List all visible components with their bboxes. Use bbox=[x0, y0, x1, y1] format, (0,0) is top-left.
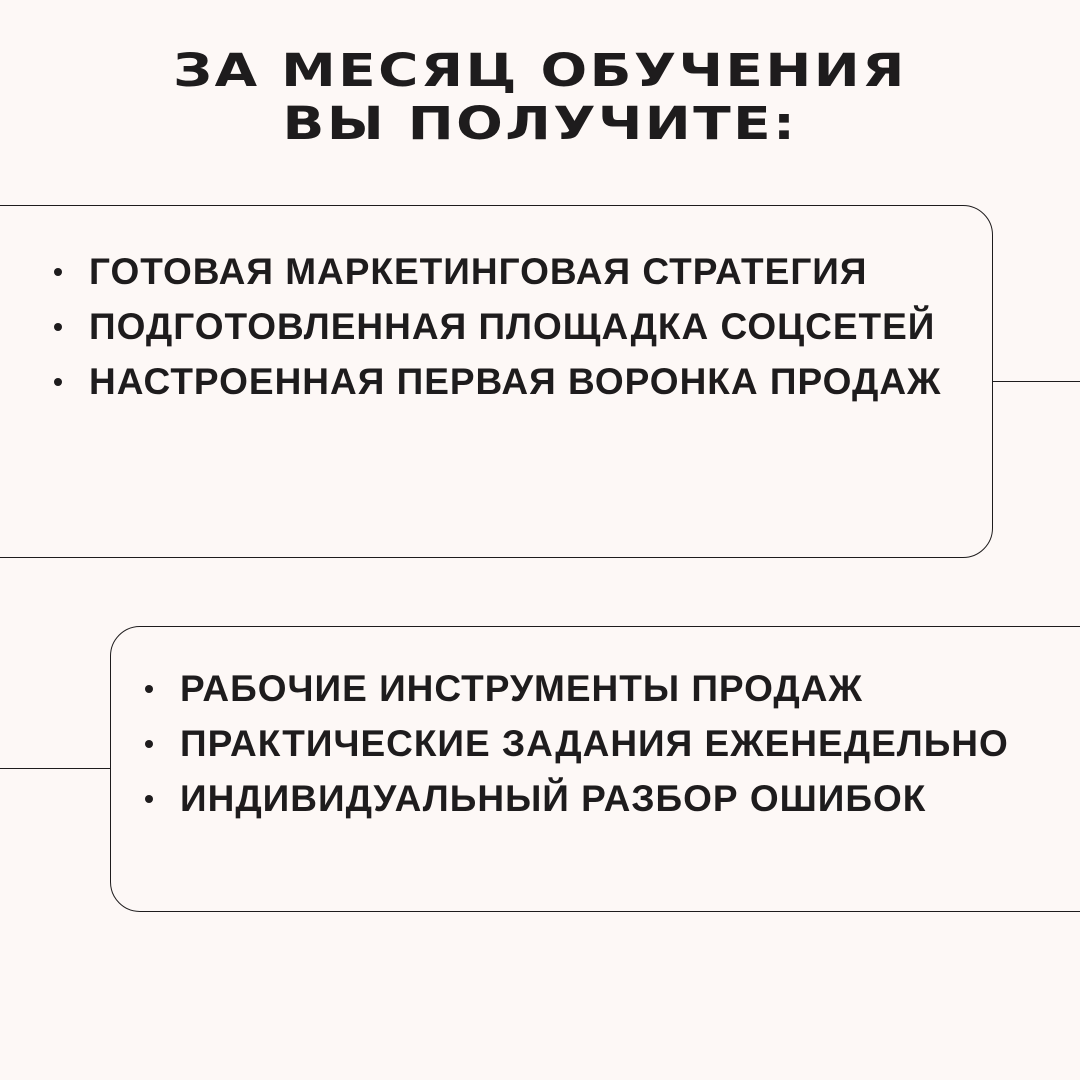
benefits-list-1 bbox=[50, 244, 970, 409]
bullet-icon bbox=[54, 378, 62, 386]
list-item-text: ПОДГОТОВЛЕННАЯ ПЛОЩАДКА СОЦСЕТЕЙ bbox=[89, 306, 936, 347]
list-item bbox=[50, 354, 970, 409]
list-item bbox=[50, 299, 970, 354]
bullet-icon bbox=[145, 740, 153, 748]
bullet-icon bbox=[145, 795, 153, 803]
page-title-line-2: ВЫ ПОЛУЧИТЕ: bbox=[282, 97, 798, 150]
list-item-text: ИНДИВИДУАЛЬНЫЙ РАЗБОР ОШИБОК bbox=[180, 778, 927, 819]
bullet-icon bbox=[54, 323, 62, 331]
list-item bbox=[50, 244, 970, 299]
bullet-icon bbox=[145, 685, 153, 693]
list-item bbox=[141, 771, 1071, 826]
benefits-list-2 bbox=[141, 661, 1071, 826]
list-item-text: ПРАКТИЧЕСКИЕ ЗАДАНИЯ ЕЖЕНЕДЕЛЬНО bbox=[180, 723, 1009, 764]
list-item-text: РАБОЧИЕ ИНСТРУМЕНТЫ ПРОДАЖ bbox=[180, 668, 863, 709]
list-item bbox=[141, 661, 1071, 716]
page-title bbox=[0, 44, 1080, 150]
list-item-text: ГОТОВАЯ МАРКЕТИНГОВАЯ СТРАТЕГИЯ bbox=[89, 251, 868, 292]
connector-line-left bbox=[0, 768, 110, 769]
page-title-line-1: ЗА МЕСЯЦ ОБУЧЕНИЯ bbox=[173, 44, 907, 97]
list-item bbox=[141, 716, 1071, 771]
list-item-text: НАСТРОЕННАЯ ПЕРВАЯ ВОРОНКА ПРОДАЖ bbox=[89, 361, 942, 402]
bullet-icon bbox=[54, 268, 62, 276]
connector-line-right bbox=[993, 381, 1080, 382]
